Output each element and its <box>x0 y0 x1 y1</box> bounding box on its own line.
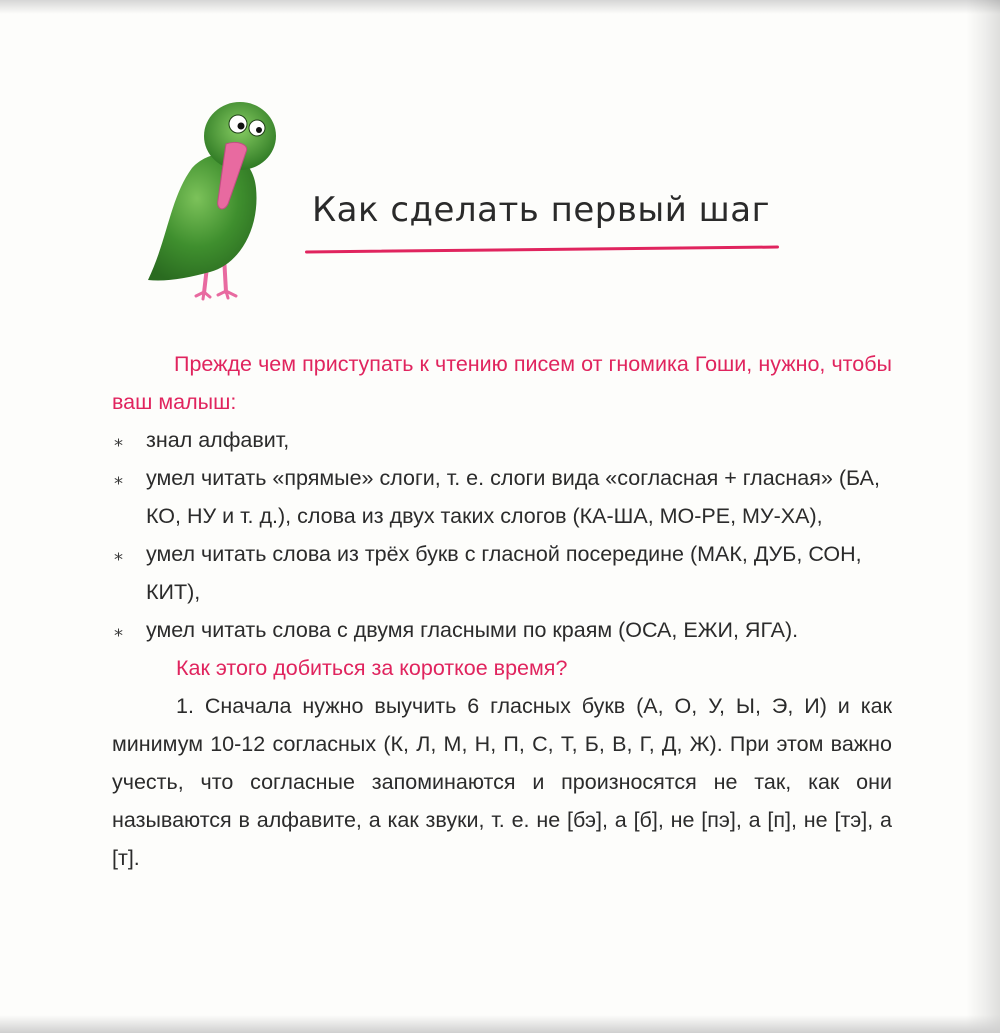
list-item <box>112 535 892 611</box>
intro-paragraph: Прежде чем приступать к чтению писем от гномика Гоши, нужно, чтобы ваш малыш: <box>112 352 892 414</box>
title-underline <box>305 246 779 254</box>
list-item <box>112 611 892 649</box>
asterisk-icon: ⁎ <box>114 430 123 450</box>
green-bird-illustration <box>140 88 280 308</box>
step-1-paragraph: 1. Сначала нужно выучить 6 гласных букв (А, О, У, Ы, Э, И) и как минимум 10-12 согласных (К, Л, М, Н, П, С, Т, Б, В, Г, Д, Ж). При этом важно учесть, что согласные запоминаются и произносятся не так, как они называются в алфавите, а как звуки, т. е. не [бэ], а [б], не [пэ], а [п], не [тэ], а [т]. <box>112 694 892 870</box>
list-item <box>112 459 892 535</box>
page-edge-top <box>0 0 1000 14</box>
page-title: Как сделать первый шаг <box>312 190 770 230</box>
asterisk-icon: ⁎ <box>114 620 123 640</box>
page-edge-bottom <box>0 1015 1000 1033</box>
article-body <box>112 345 892 877</box>
list-item-text: умел читать слова с двумя гласными по краям (ОСА, ЕЖИ, ЯГА). <box>146 618 799 642</box>
list-item-text: умел читать слова из трёх букв с гласной посередине (МАК, ДУБ, СОН, КИТ), <box>146 542 862 604</box>
requirements-list <box>112 421 892 649</box>
page-shadow <box>966 0 1000 1033</box>
list-item-text: умел читать «прямые» слоги, т. е. слоги вида «согласная + гласная» (БА, КО, НУ и т. д.), слова из двух таких слогов (КА-ША, МО-РЕ, МУ-ХА), <box>146 466 880 528</box>
list-item <box>112 421 892 459</box>
section-question: Как этого добиться за короткое время? <box>176 656 568 680</box>
list-item-text: знал алфавит, <box>146 428 290 452</box>
asterisk-icon: ⁎ <box>114 544 123 564</box>
asterisk-icon: ⁎ <box>114 468 123 488</box>
